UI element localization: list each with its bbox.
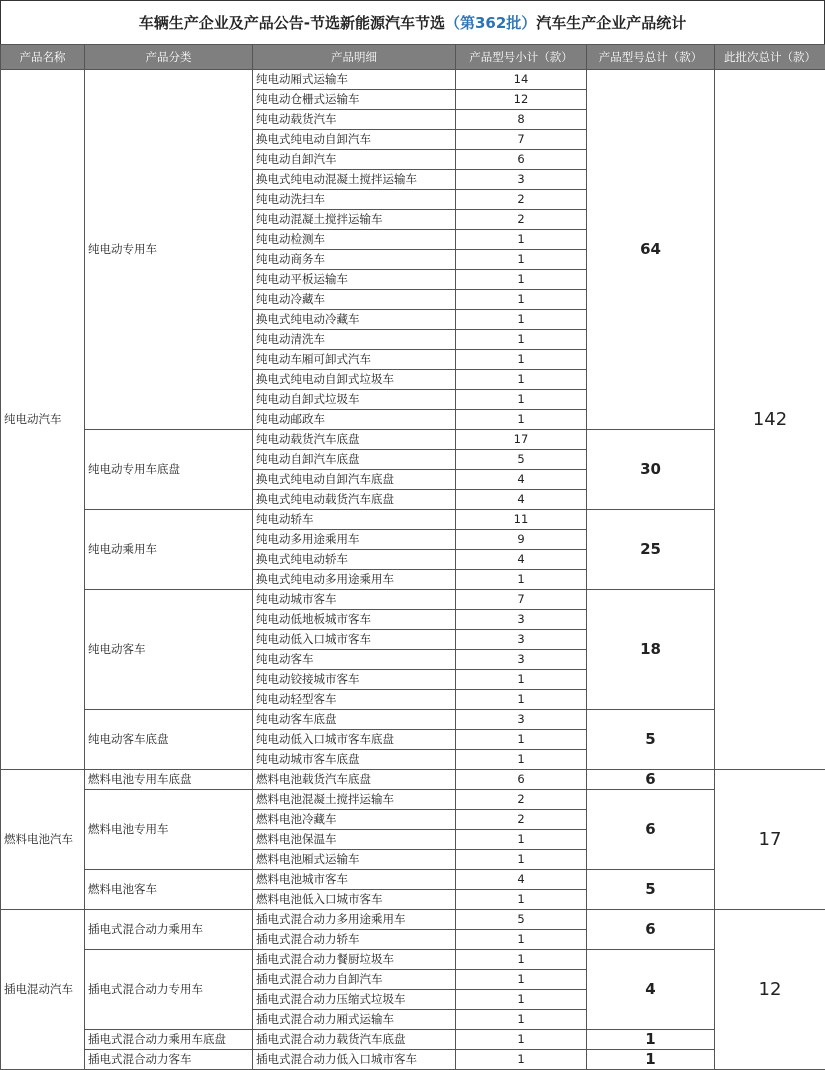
product-detail-cell: 插电式混合动力压缩式垃圾车	[253, 990, 456, 1010]
product-detail-cell: 纯电动平板运输车	[253, 270, 456, 290]
model-subtotal-cell: 1	[456, 730, 587, 750]
model-total-cell: 64	[587, 70, 715, 430]
model-total-cell: 1	[587, 1030, 715, 1050]
model-subtotal-cell: 1	[456, 850, 587, 870]
header-row	[1, 45, 825, 70]
model-subtotal-cell: 1	[456, 570, 587, 590]
table-row	[1, 430, 825, 450]
table-row	[1, 910, 825, 930]
batch-total-cell: 17	[715, 770, 825, 910]
product-category-cell: 插电式混合动力专用车	[85, 950, 253, 1030]
model-subtotal-cell: 3	[456, 170, 587, 190]
product-category-cell: 燃料电池专用车	[85, 790, 253, 870]
table-row	[1, 70, 825, 90]
model-subtotal-cell: 9	[456, 530, 587, 550]
product-detail-cell: 纯电动客车底盘	[253, 710, 456, 730]
table-row	[1, 590, 825, 610]
product-detail-cell: 燃料电池城市客车	[253, 870, 456, 890]
model-total-cell: 5	[587, 710, 715, 770]
product-category-cell: 插电式混合动力乘用车底盘	[85, 1030, 253, 1050]
model-subtotal-cell: 1	[456, 310, 587, 330]
header-product-name: 产品名称	[1, 45, 85, 70]
product-detail-cell: 纯电动冷藏车	[253, 290, 456, 310]
product-detail-cell: 换电式纯电动冷藏车	[253, 310, 456, 330]
model-subtotal-cell: 6	[456, 150, 587, 170]
model-total-cell: 6	[587, 910, 715, 950]
table-row	[1, 710, 825, 730]
model-subtotal-cell: 4	[456, 490, 587, 510]
product-detail-cell: 插电式混合动力载货汽车底盘	[253, 1030, 456, 1050]
model-subtotal-cell: 1	[456, 270, 587, 290]
model-total-cell: 5	[587, 870, 715, 910]
product-detail-cell: 纯电动低入口城市客车底盘	[253, 730, 456, 750]
product-detail-cell: 插电式混合动力自卸汽车	[253, 970, 456, 990]
model-subtotal-cell: 14	[456, 70, 587, 90]
product-detail-cell: 纯电动载货汽车	[253, 110, 456, 130]
title-suffix: 汽车生产企业产品统计	[536, 14, 687, 32]
model-subtotal-cell: 1	[456, 390, 587, 410]
model-subtotal-cell: 8	[456, 110, 587, 130]
model-total-cell: 1	[587, 1050, 715, 1070]
product-detail-cell: 纯电动铰接城市客车	[253, 670, 456, 690]
model-subtotal-cell: 1	[456, 970, 587, 990]
product-detail-cell: 换电式纯电动混凝土搅拌运输车	[253, 170, 456, 190]
product-detail-cell: 燃料电池厢式运输车	[253, 850, 456, 870]
model-subtotal-cell: 1	[456, 690, 587, 710]
model-subtotal-cell: 3	[456, 650, 587, 670]
model-subtotal-cell: 1	[456, 1050, 587, 1070]
model-subtotal-cell: 7	[456, 130, 587, 150]
model-subtotal-cell: 1	[456, 250, 587, 270]
batch-total-cell: 12	[715, 910, 825, 1070]
table-row	[1, 510, 825, 530]
product-category-cell: 插电式混合动力乘用车	[85, 910, 253, 950]
product-detail-cell: 纯电动低入口城市客车	[253, 630, 456, 650]
table-row	[1, 770, 825, 790]
header-model-subtotal: 产品型号小计（款）	[456, 45, 587, 70]
product-detail-cell: 纯电动自卸汽车底盘	[253, 450, 456, 470]
model-subtotal-cell: 1	[456, 290, 587, 310]
model-total-cell: 18	[587, 590, 715, 710]
model-subtotal-cell: 1	[456, 230, 587, 250]
product-detail-cell: 纯电动载货汽车底盘	[253, 430, 456, 450]
model-subtotal-cell: 11	[456, 510, 587, 530]
model-total-cell: 6	[587, 790, 715, 870]
product-detail-cell: 换电式纯电动自卸汽车底盘	[253, 470, 456, 490]
header-model-total: 产品型号总计（款）	[587, 45, 715, 70]
model-total-cell: 25	[587, 510, 715, 590]
product-detail-cell: 纯电动低地板城市客车	[253, 610, 456, 630]
product-detail-cell: 纯电动客车	[253, 650, 456, 670]
report-title	[0, 0, 825, 44]
model-subtotal-cell: 3	[456, 710, 587, 730]
model-subtotal-cell: 1	[456, 930, 587, 950]
product-stats-table	[0, 44, 825, 1070]
model-subtotal-cell: 4	[456, 870, 587, 890]
product-category-cell: 插电式混合动力客车	[85, 1050, 253, 1070]
model-subtotal-cell: 6	[456, 770, 587, 790]
product-detail-cell: 纯电动轿车	[253, 510, 456, 530]
product-detail-cell: 纯电动城市客车底盘	[253, 750, 456, 770]
model-subtotal-cell: 12	[456, 90, 587, 110]
header-product-category: 产品分类	[85, 45, 253, 70]
product-category-cell: 燃料电池专用车底盘	[85, 770, 253, 790]
title-prefix: 车辆生产企业及产品公告-节选新能源汽车节选	[138, 14, 445, 32]
model-subtotal-cell: 5	[456, 910, 587, 930]
model-subtotal-cell: 1	[456, 410, 587, 430]
product-detail-cell: 换电式纯电动轿车	[253, 550, 456, 570]
product-detail-cell: 纯电动车厢可卸式汽车	[253, 350, 456, 370]
model-subtotal-cell: 4	[456, 470, 587, 490]
model-subtotal-cell: 4	[456, 550, 587, 570]
model-subtotal-cell: 2	[456, 810, 587, 830]
product-detail-cell: 换电式纯电动载货汽车底盘	[253, 490, 456, 510]
product-detail-cell: 纯电动自卸式垃圾车	[253, 390, 456, 410]
model-total-cell: 4	[587, 950, 715, 1030]
model-subtotal-cell: 3	[456, 610, 587, 630]
product-detail-cell: 换电式纯电动多用途乘用车	[253, 570, 456, 590]
model-total-cell: 6	[587, 770, 715, 790]
model-total-cell: 30	[587, 430, 715, 510]
product-detail-cell: 纯电动清洗车	[253, 330, 456, 350]
product-detail-cell: 换电式纯电动自卸汽车	[253, 130, 456, 150]
product-detail-cell: 插电式混合动力多用途乘用车	[253, 910, 456, 930]
product-detail-cell: 燃料电池混凝土搅拌运输车	[253, 790, 456, 810]
product-detail-cell: 纯电动厢式运输车	[253, 70, 456, 90]
model-subtotal-cell: 7	[456, 590, 587, 610]
product-category-cell: 纯电动乘用车	[85, 510, 253, 590]
model-subtotal-cell: 1	[456, 890, 587, 910]
header-product-detail: 产品明细	[253, 45, 456, 70]
product-detail-cell: 纯电动轻型客车	[253, 690, 456, 710]
header-batch-total: 此批次总计（款）	[715, 45, 825, 70]
model-subtotal-cell: 1	[456, 330, 587, 350]
model-subtotal-cell: 1	[456, 1030, 587, 1050]
product-detail-cell: 插电式混合动力厢式运输车	[253, 1010, 456, 1030]
product-detail-cell: 燃料电池低入口城市客车	[253, 890, 456, 910]
product-detail-cell: 燃料电池冷藏车	[253, 810, 456, 830]
model-subtotal-cell: 2	[456, 210, 587, 230]
table-row	[1, 950, 825, 970]
product-category-cell: 纯电动专用车	[85, 70, 253, 430]
product-detail-cell: 纯电动城市客车	[253, 590, 456, 610]
product-detail-cell: 插电式混合动力餐厨垃圾车	[253, 950, 456, 970]
product-detail-cell: 纯电动自卸汽车	[253, 150, 456, 170]
product-detail-cell: 纯电动洗扫车	[253, 190, 456, 210]
product-category-cell: 纯电动专用车底盘	[85, 430, 253, 510]
product-name-cell: 燃料电池汽车	[1, 770, 85, 910]
table-body	[1, 70, 825, 1070]
product-detail-cell: 纯电动混凝土搅拌运输车	[253, 210, 456, 230]
batch-total-cell: 142	[715, 70, 825, 770]
table-row	[1, 790, 825, 810]
model-subtotal-cell: 1	[456, 670, 587, 690]
model-subtotal-cell: 1	[456, 750, 587, 770]
model-subtotal-cell: 3	[456, 630, 587, 650]
model-subtotal-cell: 2	[456, 190, 587, 210]
model-subtotal-cell: 1	[456, 370, 587, 390]
table-row	[1, 870, 825, 890]
product-name-cell: 纯电动汽车	[1, 70, 85, 770]
model-subtotal-cell: 5	[456, 450, 587, 470]
product-detail-cell: 插电式混合动力轿车	[253, 930, 456, 950]
table-row	[1, 1030, 825, 1050]
product-category-cell: 纯电动客车	[85, 590, 253, 710]
product-detail-cell: 换电式纯电动自卸式垃圾车	[253, 370, 456, 390]
table-row	[1, 1050, 825, 1070]
product-detail-cell: 燃料电池保温车	[253, 830, 456, 850]
product-detail-cell: 纯电动邮政车	[253, 410, 456, 430]
model-subtotal-cell: 1	[456, 830, 587, 850]
model-subtotal-cell: 2	[456, 790, 587, 810]
title-batch: （第362批）	[444, 14, 537, 32]
model-subtotal-cell: 17	[456, 430, 587, 450]
model-subtotal-cell: 1	[456, 950, 587, 970]
model-subtotal-cell: 1	[456, 350, 587, 370]
model-subtotal-cell: 1	[456, 1010, 587, 1030]
product-detail-cell: 纯电动商务车	[253, 250, 456, 270]
product-category-cell: 纯电动客车底盘	[85, 710, 253, 770]
product-detail-cell: 燃料电池载货汽车底盘	[253, 770, 456, 790]
product-detail-cell: 纯电动仓栅式运输车	[253, 90, 456, 110]
product-detail-cell: 插电式混合动力低入口城市客车	[253, 1050, 456, 1070]
product-detail-cell: 纯电动检测车	[253, 230, 456, 250]
product-name-cell: 插电混动汽车	[1, 910, 85, 1070]
model-subtotal-cell: 1	[456, 990, 587, 1010]
product-category-cell: 燃料电池客车	[85, 870, 253, 910]
product-detail-cell: 纯电动多用途乘用车	[253, 530, 456, 550]
